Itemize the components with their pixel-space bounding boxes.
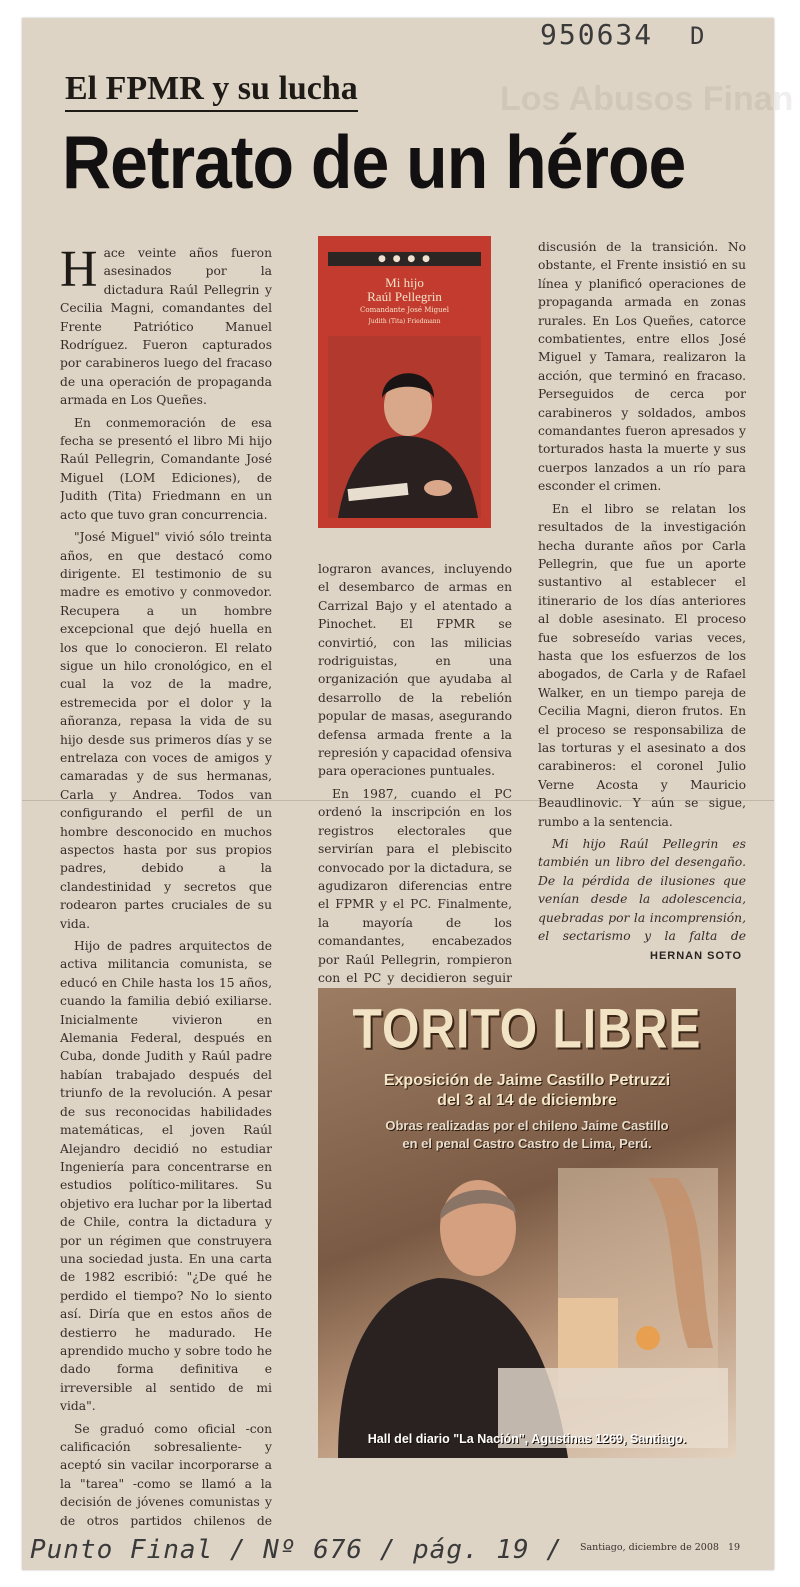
paragraph — [538, 835, 746, 948]
cover-portrait-photo — [328, 336, 481, 518]
book-cover-image — [318, 236, 491, 528]
paragraph: En conmemoración de esa fecha se presentó el libro Mi hijo Raúl Pellegrin, Comandante José Miguel (LOM Ediciones), de Judith (Tita) Friedmann en un acto que tuvo gran concurrencia. — [60, 415, 272, 522]
dateline: Santiago, diciembre de 2008 — [580, 1542, 719, 1553]
paragraph-text: ace veinte años fueron asesinados por la dictadura Raúl Pellegrin y Cecilia Magni, comandantes del Frente Patriótico Manuel Rodríguez. Fueron capturados por carabineros luego del fracaso de una operación de propaganda armada en Los Queñes. — [60, 246, 272, 408]
handwritten-archive-number: 950634 — [540, 18, 654, 51]
section-kicker: El FPMR y su lucha — [65, 70, 358, 112]
article-column-2 — [318, 560, 512, 1000]
page-number: 19 — [728, 1542, 741, 1553]
article-column-1 — [60, 244, 272, 1534]
exhibition-poster — [318, 988, 736, 1458]
cover-subtitle: Comandante José Miguel — [360, 306, 449, 314]
poster-title: TORITO LIBRE — [352, 999, 702, 1060]
author-byline: HERNAN SOTO — [650, 950, 743, 962]
page-footer — [580, 1542, 740, 1553]
handwritten-source-note: Punto Final / Nº 676 / pág. 19 / — [30, 1535, 563, 1565]
poster-line-1: Exposición de Jaime Castillo Petruzzi — [383, 1072, 671, 1089]
paragraph — [60, 244, 272, 410]
paragraph: Hijo de padres arquitectos de activa militancia comunista, se educó en Chile hasta los 15 años, cuando la familia debió exiliarse. Inicialmente vivieron en Alemania Federal, después en Cuba, donde Judith y Raúl padre habían trabajado después del triunfo de la revolución. A pesar de sus reconocidas habilidades matemáticas, el joven Raúl Alejandro decidió no estudiar Ingeniería para concentrarse en estudios político-militares. Su objetivo era luchar por la libertad de Chile, contra la dictadura y por un régimen que construyera una sociedad justa. En una carta de 1982 escribió: "¿De qué he perdido el tiempo? No lo siento así. Diría que en estos años de destierro he madurado. He aprendido mucho y sobre todo he dado forma definitiva e irreversible al sentido de mi vida". — [60, 939, 272, 1414]
cover-author: Judith (Tita) Friedmann — [368, 318, 441, 325]
portrait-illustration — [328, 336, 481, 518]
article-headline: Retrato de un héroe — [62, 121, 686, 205]
cover-title — [318, 276, 491, 304]
paragraph: En 1987, cuando el PC ordenó la inscripción en los registros electorales que servirían para el plebiscito convocado por la dictadura, se agudizaron diferencias entre el FPMR y el PC. Finalmente, la mayoría de los comandantes, encabezados por Raúl Pellegrin, rompieron con el PC y decidieron seguir — [318, 786, 512, 985]
handwritten-letter: D — [690, 22, 705, 50]
paragraph: Se graduó como oficial -con calificación sobresaliente- y aceptó sin vacilar incorporarse a la "tarea" -como se llamó a la decisión de jóvenes comunistas y de otros partidos chilenos de — [60, 1421, 272, 1528]
article-column-3 — [538, 238, 746, 948]
poster-venue: Hall del diario "La Nación", Agustinas 1269, Santiago. — [367, 1432, 687, 1446]
poster-line-3: Obras realizadas por el chileno Jaime Castillo — [385, 1118, 669, 1133]
drop-cap: H — [60, 244, 98, 298]
paragraph: lograron avances, incluyendo el desembarco de armas en Carrizal Bajo y el atentado a Pinochet. El FPMR se convirtió, con las milicias rodriguistas, en una organización que ayudaba al desarrollo de la rebelión popular de masas, asegurando defensa armada frente a la represión y capacidad ofensiva para operaciones puntuales. — [318, 562, 512, 779]
cover-title-line-1: Mi hijo — [385, 275, 424, 290]
paragraph: En el libro se relatan los resultados de la investigación hecha durante años por Carla Pellegrin, que fue un aporte sustantivo al establecer el itinerario de los días anteriores al doble asesinato. El proceso fue sobreseído varias veces, hasta que los esfuerzos de los abogados, de Carla y de Rafael Walker, en un tiempo pareja de Cecilia Magni, dieron frutos. En el proceso se responsabiliza de las torturas y el asesinato a dos carabineros: el coronel Julio Verne Acosta y Mauricio Beaudlinovic. Y aún se sigue, rumbo a la sentencia. — [538, 501, 746, 829]
bleed-through-text: Los Abusos Finan — [500, 80, 794, 118]
poster-line-4: en el penal Castro Castro de Lima, Perú. — [402, 1136, 652, 1151]
paragraph: discusión de la transición. No obstante, el Frente insistió en su línea y planificó operaciones de propaganda armada en zonas rurales. En Los Queñes, catorce combatientes, entre ellos José Miguel y Tamara, realizaron la acción, que terminó en fracaso. Perseguidos de cerca por carabineros y soldados, ambos comandantes fueron apresados y torturados hasta la muerte y sus cuerpos lanzados a un río para esconder el crimen. — [538, 240, 746, 494]
paragraph-text: Mi hijo Raúl Pellegrin es también un libro del desengaño. De la pérdida de ilusiones que venían desde la adolescencia, quebradas por la incomprensión, el sectarismo y la falta de — [538, 837, 746, 944]
paragraph: "José Miguel" vivió sólo treinta años, en que destacó como dirigente. El testimonio de su madre es emotivo y conmovedor. Recupera a un hombre excepcional que dejó huella en los que lo conocieron. El relato sigue un hilo cronológico, en el cual la voz de la madre, estremecida por el dolor y la añoranza, repasa la vida de su hijo desde sus primeros días y se entrelaza con voces de amigos y camaradas y de sus hermanas, Carla y Andrea. Todos van configurando el perfil de un hombre desconocido en muchos aspectos hasta por sus propios padres, debido a la clandestinidad y secretos que rodearon partes cruciales de su vida. — [60, 530, 272, 931]
poster-line-2: del 3 al 14 de diciembre — [437, 1092, 617, 1109]
cover-dots: ● ● ● ● — [378, 254, 432, 264]
cover-title-line-2: Raúl Pellegrin — [367, 289, 442, 304]
